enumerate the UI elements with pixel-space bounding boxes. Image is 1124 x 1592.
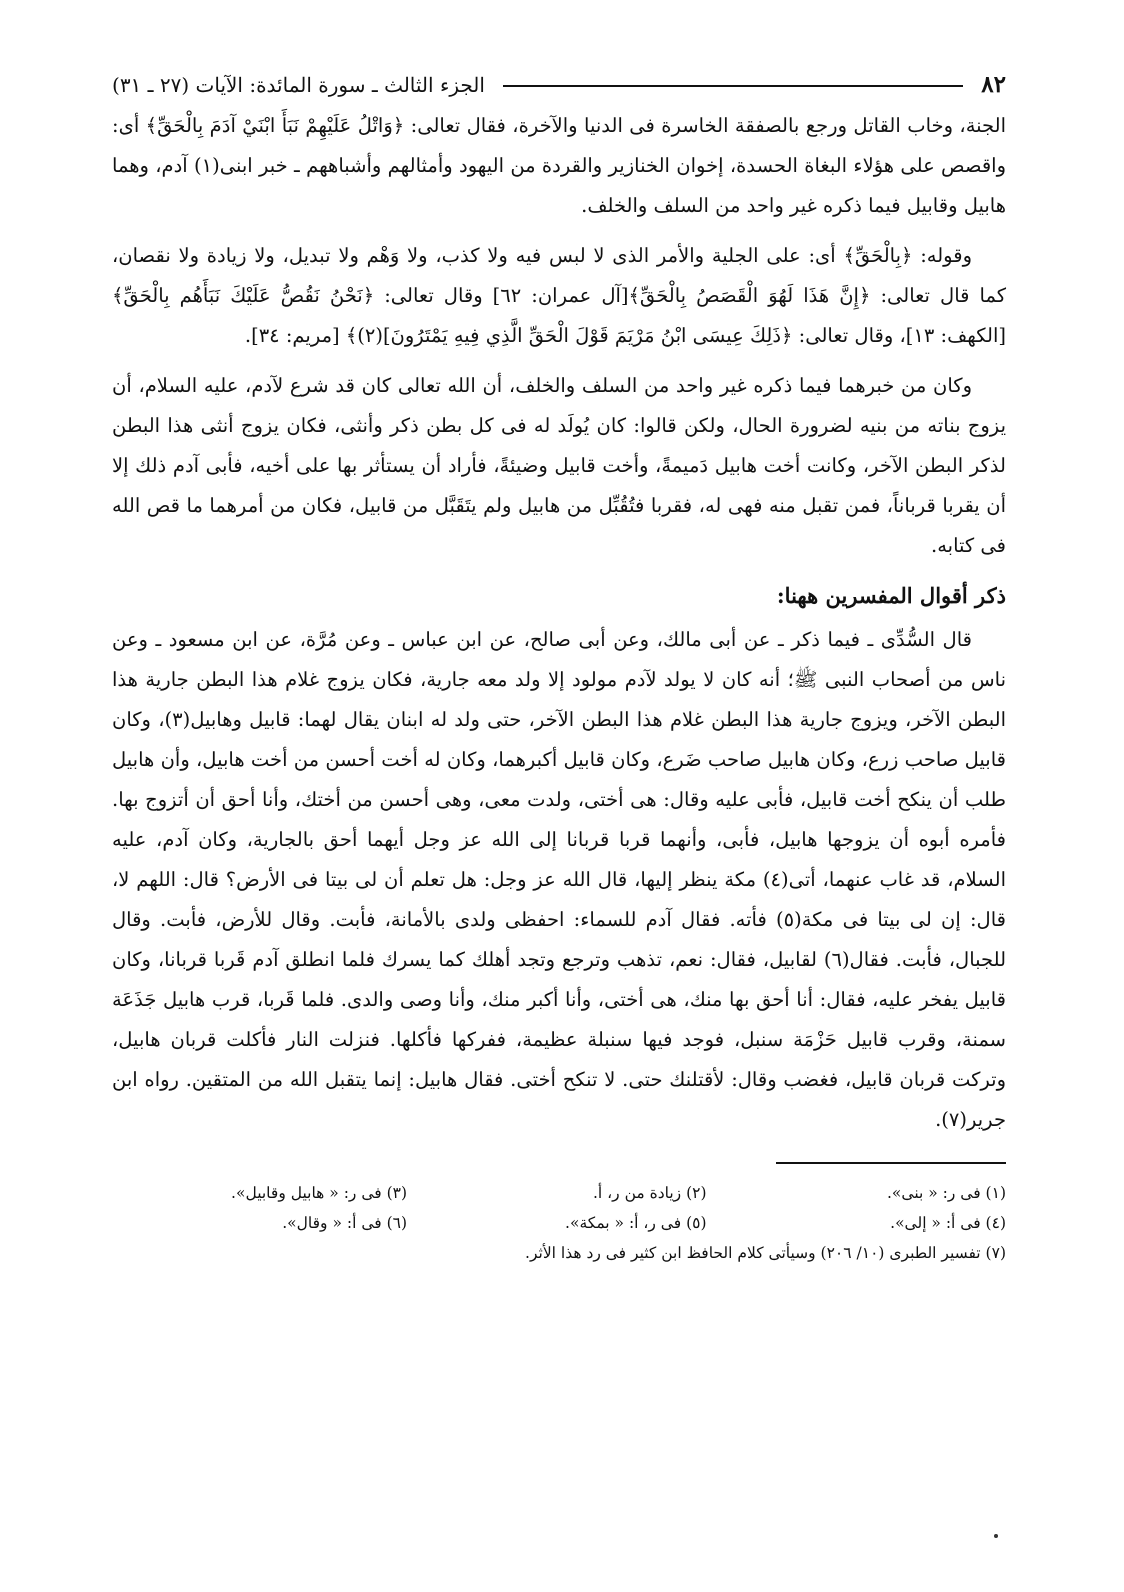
paragraph-4: قال السُّدِّى ـ فيما ذكر ـ عن أبى مالك، وعن أبى صالح، عن ابن عباس ـ وعن مُرَّة، عن ابن مسعود ـ وعن ناس من أصحاب النبى ﷺ؛ أنه كان لا يولد لآدم مولود إلا ولد معه جارية، فكان يزوج غلام هذا البطن جارية هذا البطن الآخر، ويزوج جارية هذا البطن غلام هذا البطن الآخر، حتى ولد له ابنان يقال لهما: قابيل وهابيل(٣)، وكان قابيل صاحب زرع، وكان هابيل صاحب ضَرع، وكان قابيل أكبرهما، وكان له أخت أحسن من أخت هابيل، وأن هابيل طلب أن ينكح أخت قابيل، فأبى عليه وقال: هى أختى، ولدت معى، وهى أحسن من أختك، وأنا أحق أن أتزوج بها. فأمره أبوه أن يزوجها هابيل، فأبى، وأنهما قربا قربانا إلى الله عز وجل أيهما أحق بالجارية، وكان آدم، عليه السلام، قد غاب عنهما، أتى(٤) مكة ينظر إليها، قال الله عز وجل: هل تعلم أن لى بيتا فى الأرض؟ قال: اللهم لا، قال: إن لى بيتا فى مكة(٥) فأته. فقال آدم للسماء: احفظى ولدى بالأمانة، فأبت. وقال للأرض، فأبت. وقال للجبال، فأبت. فقال(٦) لقابيل، فقال: نعم، تذهب وترجع وتجد أهلك كما يسرك فلما انطلق آدم قَربا قربانا، وكان قابيل يفخر عليه، فقال: أنا أحق بها منك، هى أختى، وأنا أكبر منك، وأنا وصى والدى. فلما قَربا، قرب هابيل جَذَعَة سمنة، وقرب قابيل حَزْمَة سنبل، فوجد فيها سنبلة عظيمة، ففركها فأكلها. فنزلت النار فأكلت قربان هابيل، وتركت قربان قابيل، فغضب وقال: لأقتلنك حتى. لا تنكح أختى. فقال هابيل: إنما يتقبل الله من المتقين. رواه ابن جرير(٧). [112, 628, 1007, 1131]
footnote-3: (٣) فى ر: « هابيل وقابيل». [231, 1184, 408, 1202]
page-dot [994, 1534, 998, 1538]
running-title: الجزء الثالث ـ سورة المائدة: الآيات (٢٧ ـ ٣١) [112, 73, 485, 97]
footnote-rule [776, 1162, 1006, 1164]
footnote-7: (٧) تفسير الطبرى (١٠/ ٢٠٦) وسيأتى كلام الحافظ ابن كثير فى رد هذا الأثر. [525, 1244, 1006, 1262]
paragraph-3: وكان من خبرهما فيما ذكره غير واحد من السلف والخلف، أن الله تعالى كان قد شرع لآدم، عليه السلام، أن يزوج بناته من بنيه لضرورة الحال، ولكن قالوا: كان يُولَد له فى كل بطن ذكر وأنثى، فكان يزوج أنثى هذا البطن لذكر البطن الآخر، وكانت أخت هابيل دَميمةً، وأخت قابيل وضيئةً، فأراد أن يستأثر بها على أخيه، فأبى آدم ذلك إلا أن يقربا قرباناً، فمن تقبل منه فهى له، فقربا فتُقُبِّل من هابيل ولم يتَقَبَّل من قابيل، فكان من أمرهما ما قص الله فى كتابه. [112, 374, 1006, 557]
footnote-1: (١) فى ر: « بنى». [887, 1184, 1006, 1202]
paragraph-1: الجنة، وخاب القاتل ورجع بالصفقة الخاسرة فى الدنيا والآخرة، فقال تعالى: ﴿وَاتْلُ عَلَيْهِمْ نَبَأَ ابْنَيْ آدَمَ بِالْحَقِّ﴾ أى: واقصص على هؤلاء البغاة الحسدة، إخوان الخنازير والقردة من اليهود وأمثالهم وأشباههم ـ خبر ابنى(١) آدم، وهما هابيل وقابيل فيما ذكره غير واحد من السلف والخلف. [112, 114, 1006, 217]
footnotes [112, 1178, 1006, 1268]
footnote-row [112, 1208, 1006, 1238]
footnote-row [112, 1178, 1006, 1208]
footnote-2: (٢) زيادة من ر، أ. [593, 1184, 707, 1202]
page-header [112, 70, 1006, 100]
footnote-4: (٤) فى أ: « إلى». [890, 1214, 1006, 1232]
page-number: ٨٢ [981, 71, 1006, 98]
main-text [112, 106, 1006, 1140]
section-heading: ذكر أقوال المفسرين ههنا: [776, 583, 1006, 608]
header-rule [503, 85, 963, 87]
footnote-5: (٥) فى ر، أ: « بمكة». [565, 1214, 707, 1232]
footnote-6: (٦) فى أ: « وقال». [282, 1214, 408, 1232]
paragraph-2: وقوله: ﴿بِالْحَقِّ﴾ أى: على الجلية والأمر الذى لا لبس فيه ولا كذب، ولا وَهْم ولا تبديل، ولا زيادة ولا نقصان، كما قال تعالى: ﴿إِنَّ هَذَا لَهُوَ الْقَصَصُ بِالْحَقِّ﴾[آل عمران: ٦٢] وقال تعالى: ﴿نَحْنُ نَقُصُّ عَلَيْكَ نَبَأَهُم بِالْحَقِّ﴾[الكهف: ١٣]، وقال تعالى: ﴿ذَلِكَ عِيسَى ابْنُ مَرْيَمَ قَوْلَ الْحَقِّ الَّذِي فِيهِ يَمْتَرُونَ](٢)﴾ [مريم: ٣٤]. [112, 244, 1007, 347]
